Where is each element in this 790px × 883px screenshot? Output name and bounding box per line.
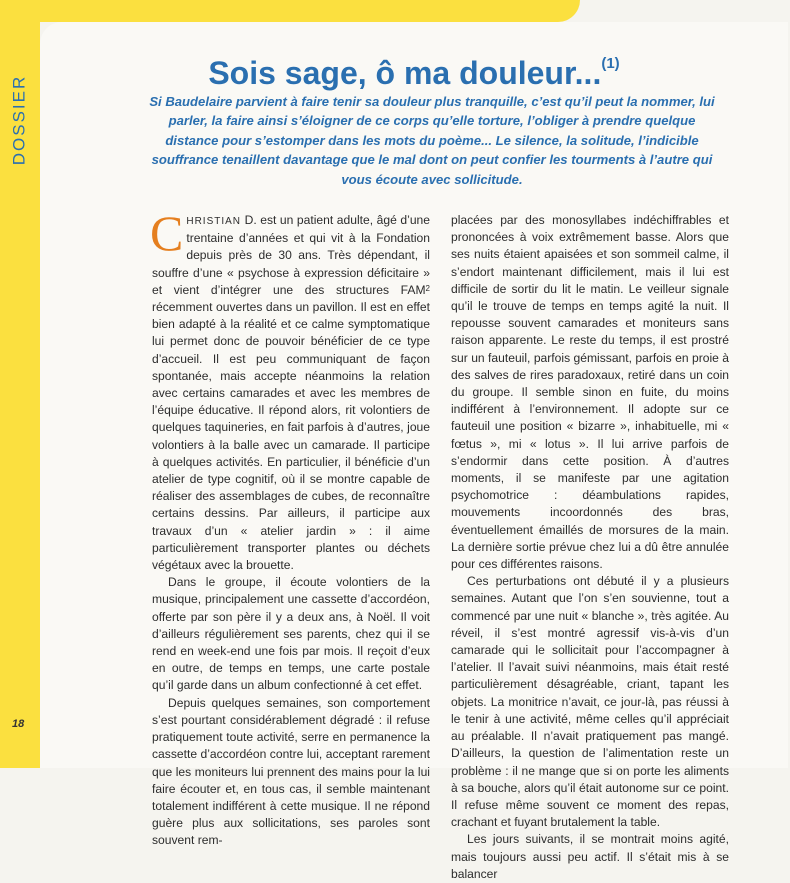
article-title-text: Sois sage, ô ma douleur...: [208, 55, 602, 91]
article-title: [40, 44, 788, 93]
section-label: [2, 60, 36, 180]
page-number: 18: [12, 718, 25, 730]
first-word: HRISTIAN: [186, 216, 242, 227]
paragraph: Les jours suivants, il se montrait moins agité, mais toujours aussi peu actif. Il s’était mis à se balancer: [451, 832, 729, 881]
paragraph: placées par des monosyllabes indéchiffrables et prononcées à voix extrêmement basse. Alors que ses nuits étaient apaisées et son sommeil calme, il s’endort maintenant difficilement, mais il lui est difficile de sortir du lit le matin. Le veilleur signale qu’il le trouve de temps en temps agité la nuit. Il repousse souvent camarades et moniteurs sans raison apparente. Le reste du temps, il est prostré sur un fauteuil, parfois gémissant, parfois en proie à des salves de rires paradoxaux, retiré dans un coin du groupe. Il semble sinon en fuite, du moins indifférent à l’environnement. Il adopte sur ce fauteuil une position « bizarre », inhabituelle, mi « fœtus », mi « lotus ». Il lui arrive parfois de s’endormir dans cette position. À d’autres moments, il se manifeste par une agitation psychomotrice : déambulations rapides, mouvements incoordonnés des bras, éventuellement émaillés de morsures de la main. La dernière sortie prévue chez lui a dû être annulée pour ces différentes raisons.: [451, 213, 729, 572]
footnote-ref: 2: [425, 283, 430, 293]
text-column-right: [451, 212, 729, 883]
section-label-text: DOSSIER: [9, 74, 28, 166]
paragraph: Depuis quelques semaines, son comportement s’est pourtant considérablement dégradé : il refuse pratiquement toute activité, serre en permanence la cassette d’accordéon contre lui, acceptant rarement que les moniteurs lui prennent des mains pour la lui faire écouter et, en tous cas, il semble maintenant totalement indifférent à cette musique. Il ne répond guère plus aux sollicitations, ses paroles sont souvent rem-: [152, 695, 430, 848]
lead-paragraph: Si Baudelaire parvient à faire tenir sa douleur plus tranquille, c’est qu’il peut la nommer, lui parler, la faire ainsi s’éloigner de ce corps qu’elle torture, l’obliger à prendre quelque distance pour s’estomper dans les mots du poème... Le silence, la solitude, l’indicible souffrance tenaillent davantage que le mal dont on peut confier les tourments à l’autre qui vous écoute avec sollicitude.: [149, 94, 715, 187]
title-footnote-ref: (1): [601, 55, 620, 72]
paragraph-text: D. est un patient adulte, âgé d’une trentaine d’années et qui vit à la Fondation depuis près de 30 ans. Très dépendant, il souffre d’une « psychose à expression déficitaire » et vient d’intégrer une des structures FAM: [152, 213, 430, 297]
paragraph: [150, 205, 430, 574]
drop-cap: C: [150, 205, 184, 261]
text-column-left: [150, 205, 430, 850]
paragraph-text: récemment ouvertes dans un pavillon. Il est en effet bien adapté à la réalité et ce calme symptomatique lui permet donc de pouvoir bénéficier de ce type d’accueil. Il est peu communiquant de façon spontanée, mais accepte néanmoins la relation avec certains camarades et avec les membres de l’équipe éducative. Il répond alors, rit volontiers de quelques taquineries, en fait parfois à d’autres, joue volontiers à la balle avec un camarade. Il participe à quelques activités. En particulier, il bénéficie d’un atelier de type cognitif, où il se montre capable de réaliser des assemblages de cubes, de reconnaître certains dessins. Par ailleurs, il participe aux travaux d’un « atelier jardin » : il aime particulièrement transporter plantes ou déchets végétaux avec la brouette.: [152, 300, 430, 573]
yellow-top-band: [0, 0, 580, 22]
paragraph: Dans le groupe, il écoute volontiers de la musique, principalement une cassette d’accordéon, offerte par son père il y a deux ans, à Noël. Il voit d’ailleurs régulièrement ses parents, chez qui il se rend en week-end une fois par mois. Il reçoit d’eux en outre, de temps en temps, une carte postale qu’il garde dans un album confectionné à cet effet.: [152, 575, 430, 693]
paragraph: Ces perturbations ont débuté il y a plusieurs semaines. Autant que l’on s’en souvienne, tout a commencé par une nuit « blanche », très agitée. Au réveil, il s’est montré agressif vis-à-vis d’un camarade qui le sollicitait pour l’accompagner à l’atelier. Il l’avait suivi néanmoins, mais était resté particulièrement désagréable, criant, tapant les objets. La monitrice n’avait, ce jour-là, pas réussi à le tenir à une activité, même celles qu’il appréciait au préalable. Il n’avait pratiquement pas mangé. D’ailleurs, la question de l’alimentation reste un problème : il ne mange que si on porte les aliments à sa bouche, alors qu’il était autonome sur ce point. Il refuse même souvent ce moment des repas, crachant et fuyant brutalement la table.: [451, 574, 729, 830]
